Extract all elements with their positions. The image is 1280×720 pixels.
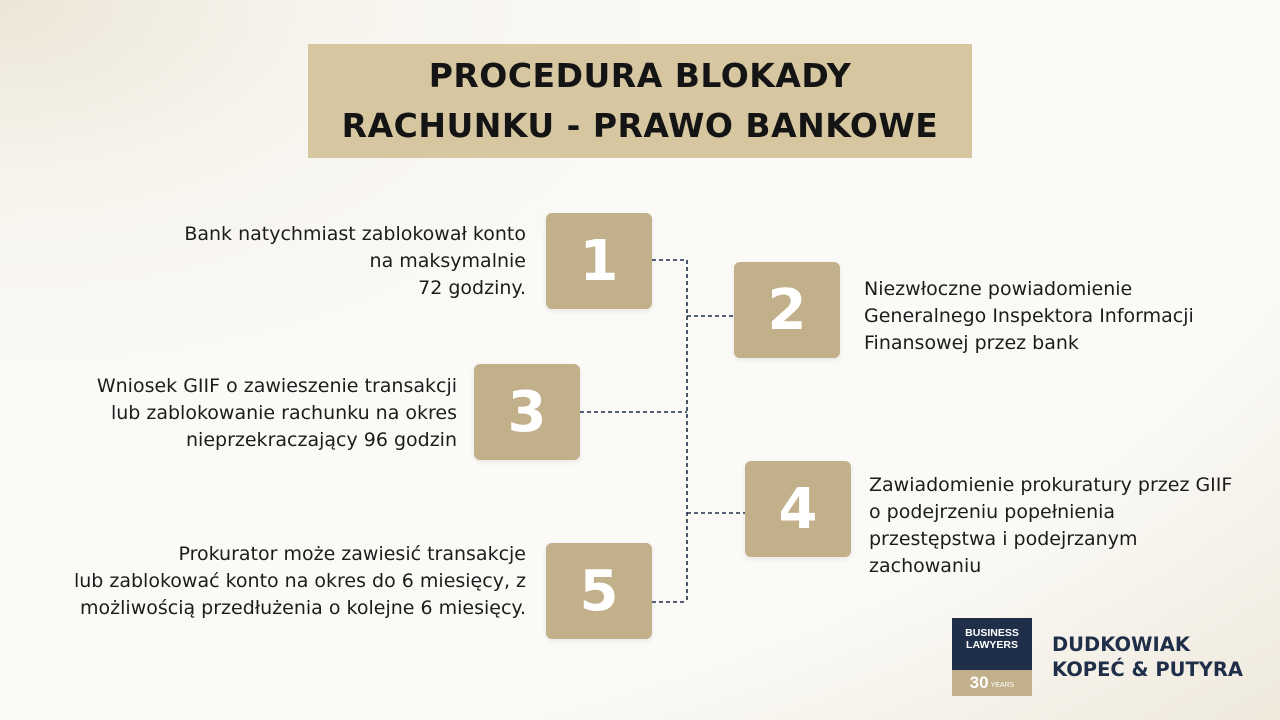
step-4-line-1: Zawiadomienie prokuratury przez GIIF — [869, 474, 1233, 496]
firm-name-line-2: KOPEĆ & PUTYRA — [1052, 658, 1243, 681]
firm-name-line-1: DUDKOWIAK — [1052, 633, 1190, 656]
step-2-description — [864, 276, 1194, 357]
step-2-line-2: Generalnego Inspektora Informacji — [864, 305, 1194, 327]
step-1-line-1: Bank natychmiast zablokował konto — [184, 223, 526, 245]
step-3-line-3: nieprzekraczający 96 godzin — [186, 429, 457, 451]
badge-line-2: LAWYERS — [966, 639, 1018, 651]
badge-years: YEARS — [990, 682, 1015, 689]
step-5-line-1: Prokurator może zawiesić transakcje — [178, 543, 526, 565]
step-3-number: 3 — [507, 379, 547, 445]
badge-line-1: BUSINESS — [965, 627, 1019, 639]
step-3-description — [97, 373, 457, 454]
step-1-line-2: na maksymalnie — [369, 250, 526, 272]
step-4-line-2: o podejrzeniu popełnienia — [869, 501, 1116, 523]
step-3-line-2: lub zablokowanie rachunku na okres — [110, 402, 457, 424]
title-line-2: RACHUNKU - PRAWO BANKOWE — [341, 106, 939, 145]
step-1-box — [546, 213, 652, 309]
step-4-line-4: zachowaniu — [869, 555, 982, 577]
step-1-description — [184, 221, 526, 302]
step-5-line-2: lub zablokować konto na okres do 6 miesięcy, z — [73, 570, 526, 592]
step-3-box — [474, 364, 580, 460]
badge-number: 30 — [969, 673, 989, 692]
step-5-description — [74, 541, 526, 622]
step-5-number: 5 — [579, 558, 619, 624]
step-2-line-1: Niezwłoczne powiadomienie — [864, 278, 1133, 300]
step-5-line-3: możliwością przedłużenia o kolejne 6 miesięcy. — [80, 597, 526, 619]
step-3-line-1: Wniosek GIIF o zawieszenie transakcji — [96, 375, 457, 397]
badge-text — [952, 627, 1032, 651]
title-line-1: PROCEDURA BLOKADY — [428, 56, 852, 95]
step-4-number: 4 — [778, 476, 818, 542]
business-lawyers-badge — [952, 618, 1032, 696]
badge-anniversary — [952, 670, 1032, 696]
step-1-number: 1 — [579, 228, 619, 294]
step-4-description — [869, 472, 1232, 580]
step-2-box — [734, 262, 840, 358]
step-2-number: 2 — [767, 277, 807, 343]
step-1-line-3: 72 godziny. — [418, 277, 526, 299]
step-4-line-3: przestępstwa i podejrzanym — [869, 528, 1138, 550]
step-4-box — [745, 461, 851, 557]
firm-name — [1052, 632, 1243, 682]
step-5-box — [546, 543, 652, 639]
step-2-line-3: Finansowej przez bank — [864, 332, 1079, 354]
